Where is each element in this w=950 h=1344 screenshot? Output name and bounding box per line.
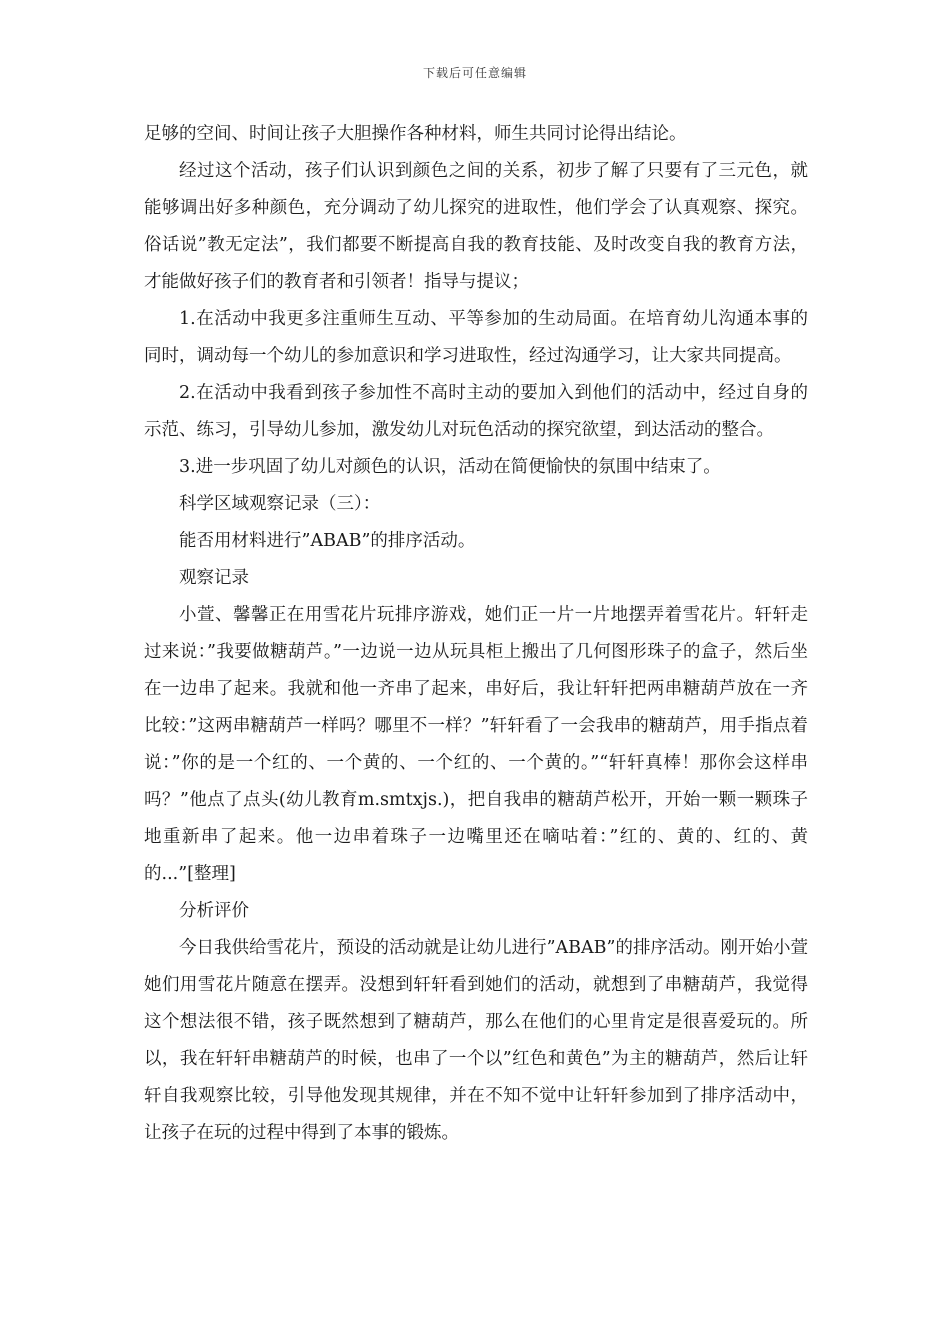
observation-paragraph: 小萱、馨馨正在用雪花片玩排序游戏，她们正一片一片地摆弄着雪花片。轩轩走过来说：”我要做糖葫芦。”一边说一边从玩具柜上搬出了几何图形珠子的盒子，然后坐在一边串了起来。我就和他一齐串了起来，串好后，我让轩轩把两串糖葫芦放在一齐比较：”这两串糖葫芦一样吗？哪里不一样？”轩轩看了一会我串的糖葫芦，用手指点着说：”你的是一个红的、一个黄的、一个红的、一个黄的。”“轩轩真棒！那你会这样串吗？”他点了点头(幼儿教育m.smtxjs.)，把自我串的糖葫芦松开，开始一颗一颗珠子地重新串了起来。他一边串着珠子一边嘴里还在嘀咕着：”红的、黄的、红的、黄的...”[整理] (144, 605, 808, 884)
observation-heading: 观察记录 (179, 568, 249, 588)
list-item-2: 2.在活动中我看到孩子参加性不高时主动的要加入到他们的活动中，经过自身的示范、练习，引导幼儿参加，激发幼儿对玩色活动的探究欲望，到达活动的整合。 (144, 383, 808, 440)
paragraph: 足够的空间、时间让孩子大胆操作各种材料，师生共同讨论得出结论。 (144, 124, 687, 144)
section-title: 科学区域观察记录（三）： (179, 494, 381, 514)
list-item-1: 1.在活动中我更多注重师生互动、平等参加的生动局面。在培育幼儿沟通本事的同时，调动每一个幼儿的参加意识和学习进取性，经过沟通学习，让大家共同提高。 (144, 309, 808, 366)
list-item-3: 3.进一步巩固了幼儿对颜色的认识，活动在简便愉快的氛围中结束了。 (179, 457, 721, 477)
document-body (144, 116, 808, 1152)
paragraph: 经过这个活动，孩子们认识到颜色之间的关系，初步了解了只要有了三元色，就能够调出好多种颜色，充分调动了幼儿探究的进取性，他们学会了认真观察、探究。俗话说”教无定法”，我们都要不断提高自我的教育技能、及时改变自我的教育方法，才能做好孩子们的教育者和引领者！指导与提议； (144, 161, 808, 292)
section-subtitle: 能否用材料进行”ABAB”的排序活动。 (179, 531, 476, 551)
page-header: 下载后可任意编辑 (422, 66, 527, 80)
analysis-paragraph: 今日我供给雪花片，预设的活动就是让幼儿进行”ABAB”的排序活动。刚开始小萱她们用雪花片随意在摆弄。没想到轩轩看到她们的活动，就想到了串糖葫芦，我觉得这个想法很不错，孩子既然想到了糖葫芦，那么在他们的心里肯定是很喜爱玩的。所以，我在轩轩串糖葫芦的时候，也串了一个以”红色和黄色”为主的糖葫芦，然后让轩轩自我观察比较，引导他发现其规律，并在不知不觉中让轩轩参加到了排序活动中，让孩子在玩的过程中得到了本事的锻炼。 (144, 938, 808, 1143)
analysis-heading: 分析评价 (179, 901, 249, 921)
